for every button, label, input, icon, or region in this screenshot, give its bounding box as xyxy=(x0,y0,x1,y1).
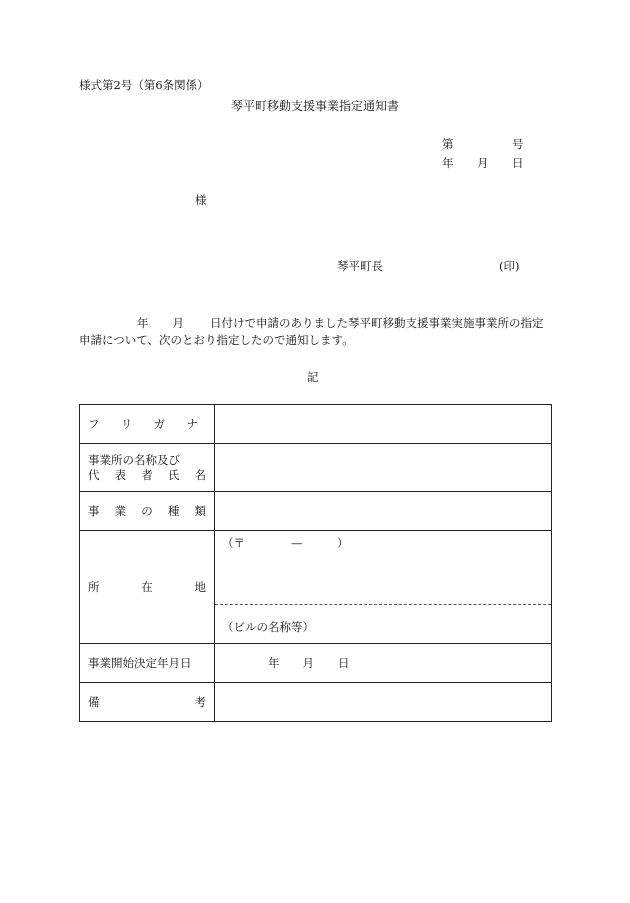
postal-code: （〒 — ） xyxy=(222,536,349,550)
address-divider xyxy=(215,604,551,605)
business-type-field[interactable] xyxy=(215,492,552,531)
start-date-field[interactable] xyxy=(215,644,552,683)
issuer-name: 琴平町長 xyxy=(337,259,383,273)
building-name: （ビルの名称等） xyxy=(222,620,314,634)
issuer-seal: (印) xyxy=(499,259,520,273)
location-label: 所 在 地 xyxy=(80,531,215,644)
ki-marker: 記 xyxy=(307,370,319,384)
document-title: 琴平町移動支援事業指定通知書 xyxy=(231,99,400,113)
start-date-label: 事業開始決定年月日 xyxy=(80,644,215,683)
furigana-field[interactable] xyxy=(215,405,552,444)
location-field[interactable] xyxy=(215,531,552,644)
remarks-field[interactable] xyxy=(215,683,552,722)
form-number: 様式第2号（第6条関係） xyxy=(79,78,209,92)
date-year: 年 xyxy=(442,156,454,170)
body-month: 月 xyxy=(172,316,184,330)
body-year: 年 xyxy=(137,316,149,330)
start-day: 日 xyxy=(338,656,350,670)
notice-body xyxy=(79,315,549,349)
office-name-field[interactable] xyxy=(215,444,552,492)
office-name-label: 事業所の名称及び 代 表 者 氏 名 xyxy=(80,444,215,492)
body-line2: 申請について、次のとおり指定したので通知します。 xyxy=(79,333,354,347)
addressee-honorific: 様 xyxy=(195,193,207,207)
designation-table xyxy=(79,404,552,722)
start-month: 月 xyxy=(302,656,314,670)
date-month: 月 xyxy=(477,156,489,170)
start-year: 年 xyxy=(268,656,280,670)
furigana-label: フ リ ガ ナ xyxy=(80,405,215,444)
remarks-label: 備 考 xyxy=(80,683,215,722)
date-day: 日 xyxy=(512,156,524,170)
reference-go: 号 xyxy=(512,137,524,151)
body-line1: 日付けで申請のありました琴平町移動支援事業実施事業所の指定 xyxy=(210,316,544,330)
reference-dai: 第 xyxy=(442,137,454,151)
business-type-label: 事 業 の 種 類 xyxy=(80,492,215,531)
